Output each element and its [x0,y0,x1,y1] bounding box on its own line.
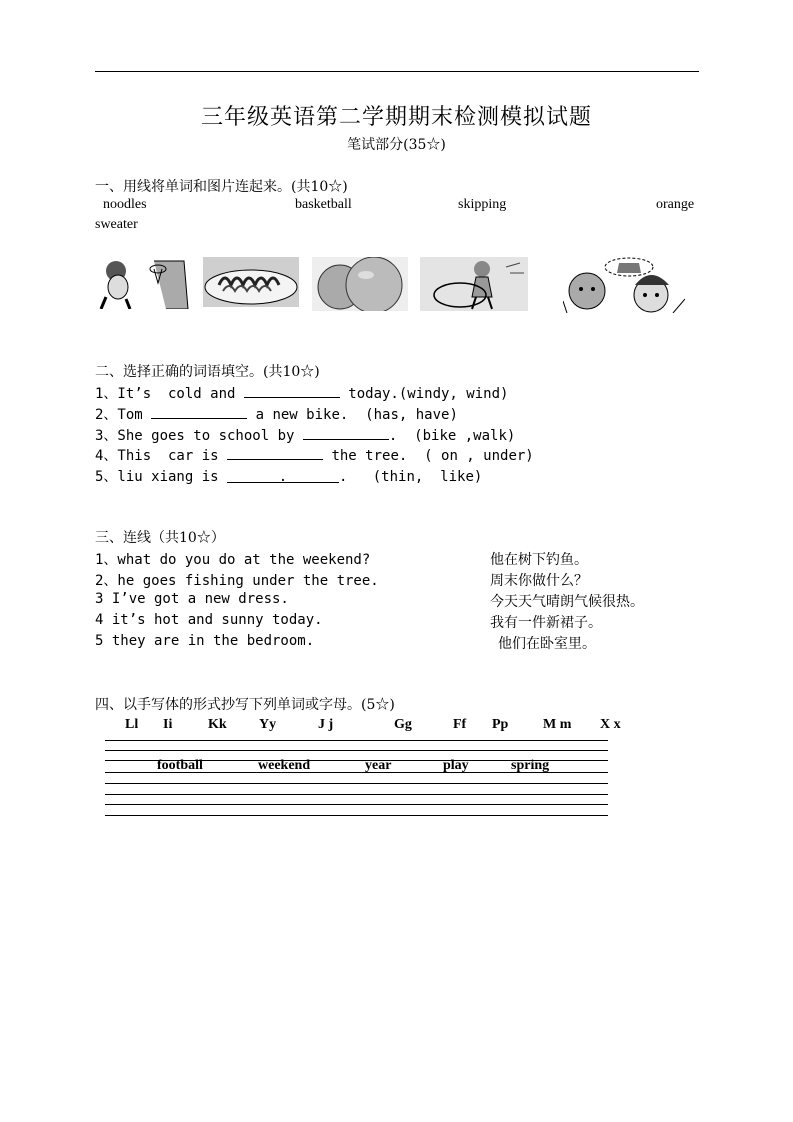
orange-picture [312,257,408,311]
question-2-1 [95,383,508,403]
noodles-picture [203,257,299,307]
copy-word-year: year [365,758,392,773]
word-sweater: sweater [95,217,138,232]
match-right-5: 他们在卧室里。 [498,636,596,652]
question-2-5 [95,466,482,486]
letter-jj: J j [318,717,334,732]
match-right-2: 周末你做什么？ [490,573,588,589]
letter-xx: X x [600,717,621,732]
question-2-4 [95,445,534,465]
match-left-4: 4 it’s hot and sunny today. [95,612,323,628]
section3-heading: 三、连线（共10☆） [95,530,225,546]
match-left-2: 2、he goes fishing under the tree. [95,573,379,589]
q1-options: today.(windy, wind) [339,386,509,402]
word-noodles: noodles [103,197,147,212]
section2-heading: 二、选择正确的词语填空。(共10☆) [95,364,320,380]
q4-options: the tree. ( on , under) [323,448,534,464]
sweater-picture [563,255,685,313]
q3-prompt: 3、She goes to school by [95,428,303,444]
q5-options: . (thin, like) [339,469,483,485]
writing-line-2 [105,750,608,751]
writing-line-1 [105,740,608,741]
match-left-5: 5 they are in the bedroom. [95,633,315,649]
letter-gg: Gg [394,717,412,732]
section4-heading: 四、以手写体的形式抄写下列单词或字母。(5☆) [95,697,395,713]
q2-prompt: 2、Tom [95,407,152,423]
copy-word-spring: spring [511,758,550,773]
q2-blank[interactable] [151,405,247,419]
match-left-3: 3 I’ve got a new dress. [95,591,289,607]
q1-prompt: 1、It’s cold and [95,386,244,402]
letter-ll: Ll [125,717,139,732]
q5-blank[interactable]: . [227,469,339,483]
letter-yy: Yy [259,717,277,732]
word-skipping: skipping [458,197,507,212]
q3-blank[interactable] [303,426,389,440]
writing-line-6 [105,794,608,795]
letter-ii: Ii [163,717,173,732]
match-right-1: 他在树下钓鱼。 [490,552,588,568]
match-left-1: 1、what do you do at the weekend? [95,552,371,568]
letter-ff: Ff [453,717,467,732]
q5-prompt: 5、liu xiang is [95,469,228,485]
q4-prompt: 4、This car is [95,448,228,464]
writing-line-5 [105,783,608,784]
writing-line-8 [105,815,608,816]
copy-word-play: play [443,758,469,773]
question-2-3 [95,425,515,445]
match-right-4: 我有一件新裙子。 [490,615,602,631]
copy-word-weekend: weekend [258,758,311,773]
letter-kk: Kk [208,717,227,732]
page-title: 三年级英语第二学期期末检测模拟试题 [200,105,592,130]
letter-mm: M m [543,717,572,732]
q3-options: . (bike ,walk) [388,428,516,444]
word-orange: orange [656,197,695,212]
q4-blank[interactable] [227,446,323,460]
question-2-2 [95,404,458,424]
word-basketball: basketball [295,197,352,212]
top-rule [95,71,699,72]
writing-line-7 [105,804,608,805]
basketball-picture [96,257,192,309]
page-subtitle: 笔试部分(35☆) [347,137,446,153]
skipping-picture [420,257,528,311]
copy-word-football: football [157,758,203,773]
letter-pp: Pp [492,717,509,732]
q2-options: a new bike. (has, have) [247,407,458,423]
q1-blank[interactable] [244,384,340,398]
match-right-3: 今天天气晴朗气候很热。 [490,594,644,610]
section1-heading: 一、用线将单词和图片连起来。(共10☆) [95,179,348,195]
